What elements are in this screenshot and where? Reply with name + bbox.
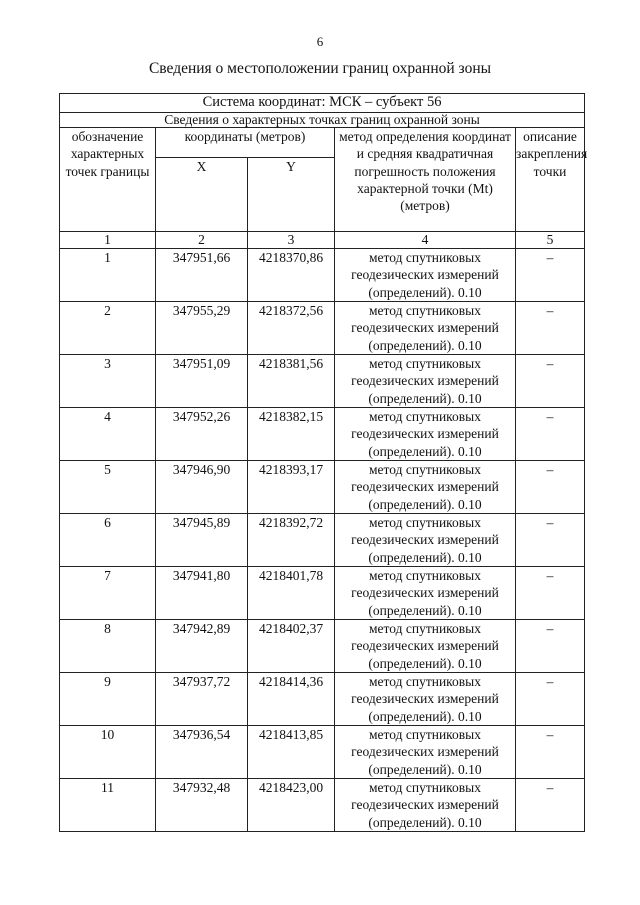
table-row	[60, 779, 585, 832]
x-coordinate-cell: 347942,89	[156, 620, 248, 673]
method-cell: метод спутниковых геодезических измерений (определений). 0.10	[335, 779, 516, 832]
description-cell: –	[516, 355, 585, 408]
description-cell: –	[516, 514, 585, 567]
method-cell: метод спутниковых геодезических измерений (определений). 0.10	[335, 726, 516, 779]
y-coordinate-cell: 4218372,56	[248, 302, 335, 355]
y-coordinate-cell: 4218401,78	[248, 567, 335, 620]
description-cell: –	[516, 779, 585, 832]
method-cell: метод спутниковых геодезических измерений (определений). 0.10	[335, 673, 516, 726]
header-row	[60, 128, 585, 158]
point-cell: 3	[60, 355, 156, 408]
column-number: 3	[248, 232, 335, 249]
y-coordinate-cell: 4218381,56	[248, 355, 335, 408]
header-desc: описание закрепления точки	[516, 128, 585, 232]
x-coordinate-cell: 347941,80	[156, 567, 248, 620]
table-row	[60, 726, 585, 779]
table-row	[60, 514, 585, 567]
description-cell: –	[516, 673, 585, 726]
y-coordinate-cell: 4218414,36	[248, 673, 335, 726]
coord-system-row	[60, 94, 585, 113]
section-title-row	[60, 113, 585, 128]
table-row	[60, 673, 585, 726]
x-coordinate-cell: 347955,29	[156, 302, 248, 355]
table-row	[60, 302, 585, 355]
table-row	[60, 461, 585, 514]
column-number: 1	[60, 232, 156, 249]
method-cell: метод спутниковых геодезических измерений (определений). 0.10	[335, 514, 516, 567]
description-cell: –	[516, 726, 585, 779]
method-cell: метод спутниковых геодезических измерений (определений). 0.10	[335, 249, 516, 302]
column-number: 5	[516, 232, 585, 249]
point-cell: 7	[60, 567, 156, 620]
description-cell: –	[516, 408, 585, 461]
y-coordinate-cell: 4218392,72	[248, 514, 335, 567]
point-cell: 5	[60, 461, 156, 514]
table-row	[60, 567, 585, 620]
y-coordinate-cell: 4218393,17	[248, 461, 335, 514]
description-cell: –	[516, 302, 585, 355]
column-number: 4	[335, 232, 516, 249]
x-coordinate-cell: 347945,89	[156, 514, 248, 567]
page-number: 6	[316, 34, 324, 49]
header-y: Y	[248, 158, 335, 232]
header-x: X	[156, 158, 248, 232]
column-number: 2	[156, 232, 248, 249]
point-cell: 9	[60, 673, 156, 726]
section-title: Сведения о характерных точках границ охранной зоны	[60, 113, 585, 128]
y-coordinate-cell: 4218370,86	[248, 249, 335, 302]
header-point: обозначение характерных точек границы	[60, 128, 156, 232]
point-cell: 10	[60, 726, 156, 779]
x-coordinate-cell: 347946,90	[156, 461, 248, 514]
table-row	[60, 249, 585, 302]
document-title: Сведения о местоположении границ охранной зоны	[148, 60, 492, 77]
header-method: метод определения координат и средняя квадратичная погрешность положения характерной точки (Mt) (метров)	[335, 128, 516, 232]
method-cell: метод спутниковых геодезических измерений (определений). 0.10	[335, 461, 516, 514]
x-coordinate-cell: 347937,72	[156, 673, 248, 726]
point-cell: 11	[60, 779, 156, 832]
x-coordinate-cell: 347951,66	[156, 249, 248, 302]
point-cell: 4	[60, 408, 156, 461]
point-cell: 1	[60, 249, 156, 302]
point-cell: 6	[60, 514, 156, 567]
x-coordinate-cell: 347936,54	[156, 726, 248, 779]
column-numbers-row	[60, 232, 585, 249]
method-cell: метод спутниковых геодезических измерений (определений). 0.10	[335, 567, 516, 620]
y-coordinate-cell: 4218402,37	[248, 620, 335, 673]
coord-system-label: Система координат: МСК – субъект 56	[60, 94, 585, 113]
description-cell: –	[516, 461, 585, 514]
table-row	[60, 355, 585, 408]
point-cell: 2	[60, 302, 156, 355]
x-coordinate-cell: 347952,26	[156, 408, 248, 461]
method-cell: метод спутниковых геодезических измерений (определений). 0.10	[335, 355, 516, 408]
description-cell: –	[516, 249, 585, 302]
point-cell: 8	[60, 620, 156, 673]
method-cell: метод спутниковых геодезических измерений (определений). 0.10	[335, 302, 516, 355]
y-coordinate-cell: 4218413,85	[248, 726, 335, 779]
method-cell: метод спутниковых геодезических измерений (определений). 0.10	[335, 408, 516, 461]
y-coordinate-cell: 4218423,00	[248, 779, 335, 832]
x-coordinate-cell: 347932,48	[156, 779, 248, 832]
table-row	[60, 408, 585, 461]
method-cell: метод спутниковых геодезических измерений (определений). 0.10	[335, 620, 516, 673]
description-cell: –	[516, 620, 585, 673]
header-coords: координаты (метров)	[156, 128, 335, 158]
table-row	[60, 620, 585, 673]
y-coordinate-cell: 4218382,15	[248, 408, 335, 461]
x-coordinate-cell: 347951,09	[156, 355, 248, 408]
description-cell: –	[516, 567, 585, 620]
boundary-points-table	[59, 93, 588, 832]
